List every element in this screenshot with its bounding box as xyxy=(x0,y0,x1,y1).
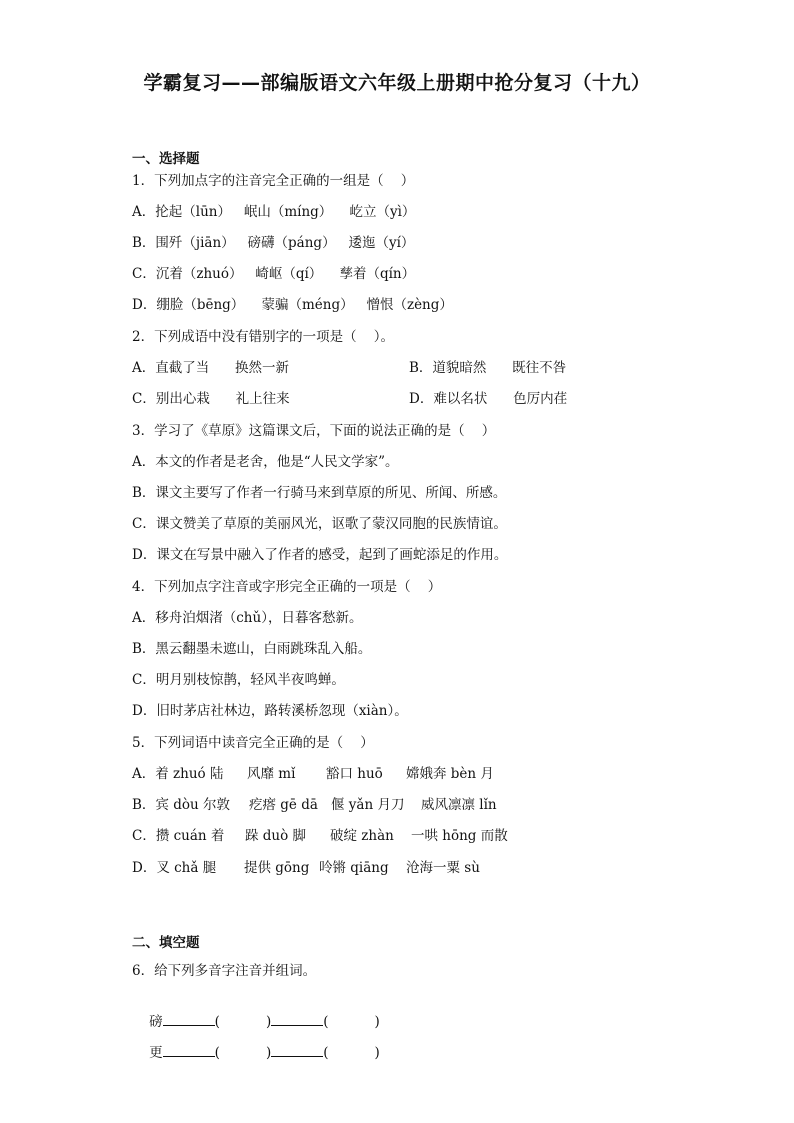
q1-option-a: A．抡起（lūn） 岷山（míng） 屹立（yì） xyxy=(132,204,416,220)
q5-b-2: 疙瘩 gē dā xyxy=(249,797,318,813)
answer-blank[interactable] xyxy=(271,1043,323,1057)
answer-blank[interactable] xyxy=(271,1012,323,1026)
q5-b-1: B．宾 dòu 尔敦 xyxy=(132,797,230,813)
q5-a-2: 风靡 mǐ xyxy=(247,766,296,782)
paren-close: ) xyxy=(265,1014,272,1030)
paren-open: ( xyxy=(323,1045,329,1061)
q5-d-1: D．叉 chǎ 腿 xyxy=(132,860,217,876)
q2-option-d: D．难以名状 色厉内荏 xyxy=(409,391,568,407)
q5-a-1: A．着 zhuó 陆 xyxy=(132,766,224,782)
q6-row-2 xyxy=(132,1025,380,1080)
q4-option-d: D．旧时茅店社林边，路转溪桥忽现（xiàn）。 xyxy=(132,703,408,719)
q2-option-a: A．直截了当 换然一新 xyxy=(132,360,289,376)
paren-close: ) xyxy=(265,1045,272,1061)
q5-a-3: 豁口 huō xyxy=(326,766,383,782)
q4-stem: 4．下列加点字注音或字形完全正确的一项是（ ） xyxy=(132,579,442,595)
q2-option-b: B．道貌暗然 既往不咎 xyxy=(409,360,567,376)
q4-option-c: C．明月别枝惊鹊，轻风半夜鸣蝉。 xyxy=(132,672,345,688)
q5-c-2: 跺 duò 脚 xyxy=(245,828,307,844)
q5-a-4: 嫦娥奔 bèn 月 xyxy=(406,766,494,782)
paren-close: ) xyxy=(374,1045,380,1061)
q4-option-b: B．黑云翻墨未遮山，白雨跳珠乱入船。 xyxy=(132,641,372,657)
q6-stem: 6．给下列多音字注音并组词。 xyxy=(132,963,317,979)
q3-option-d: D．课文在写景中融入了作者的感受，起到了画蛇添足的作用。 xyxy=(132,547,508,563)
q3-stem: 3．学习了《草原》这篇课文后，下面的说法正确的是（ ） xyxy=(132,423,496,439)
q3-option-b: B．课文主要写了作者一行骑马来到草原的所见、所闻、所感。 xyxy=(132,485,507,501)
q1-option-b: B．围歼（jiān） 磅礴（páng） 逶迤（yí） xyxy=(132,235,415,251)
q5-stem: 5．下列词语中读音完全正确的是（ ） xyxy=(132,735,374,751)
q5-d-4: 沧海一粟 sù xyxy=(406,860,480,876)
section-heading-fill: 二、填空题 xyxy=(132,935,200,951)
q5-b-3: 偃 yǎn 月刀 xyxy=(331,797,405,813)
q6-row-2-char: 更 xyxy=(149,1045,163,1061)
q5-c-4: 一哄 hōng 而散 xyxy=(411,828,508,844)
q6-row-1-char: 磅 xyxy=(149,1014,163,1030)
q1-option-c: C．沉着（zhuó） 崎岖（qí） 孳着（qín） xyxy=(132,266,416,282)
q2-option-c: C．别出心栽 礼上往来 xyxy=(132,391,290,407)
q5-b-4: 威风凛凛 lǐn xyxy=(421,797,497,813)
paren-close: ) xyxy=(374,1014,380,1030)
paren-open: ( xyxy=(323,1014,329,1030)
section-heading-choice: 一、选择题 xyxy=(132,151,200,167)
q3-option-c: C．课文赞美了草原的美丽风光，讴歌了蒙汉同胞的民族情谊。 xyxy=(132,516,507,532)
q5-d-3: 呤锵 qiāng xyxy=(319,860,389,876)
answer-blank[interactable] xyxy=(163,1043,215,1057)
q3-option-a: A．本文的作者是老舍，他是“人民文学家”。 xyxy=(132,454,399,470)
page-title: 学霸复习——部编版语文六年级上册期中抢分复习（十九） xyxy=(143,72,651,94)
answer-blank[interactable] xyxy=(163,1012,215,1026)
paren-open: ( xyxy=(214,1045,220,1061)
paren-open: ( xyxy=(214,1014,220,1030)
q5-c-3: 破绽 zhàn xyxy=(330,828,394,844)
q1-stem: 1．下列加点字的注音完全正确的一组是（ ） xyxy=(132,173,415,189)
q4-option-a: A．移舟泊烟渚（chǔ），日暮客愁新。 xyxy=(132,610,363,626)
q1-option-d: D．绷脸（bēng） 蒙骗（méng） 憎恨（zèng） xyxy=(132,297,453,313)
q5-d-2: 提供 gōng xyxy=(244,860,310,876)
q2-stem: 2．下列成语中没有错别字的一项是（ ）。 xyxy=(132,329,395,345)
q5-c-1: C．攒 cuán 着 xyxy=(132,828,225,844)
